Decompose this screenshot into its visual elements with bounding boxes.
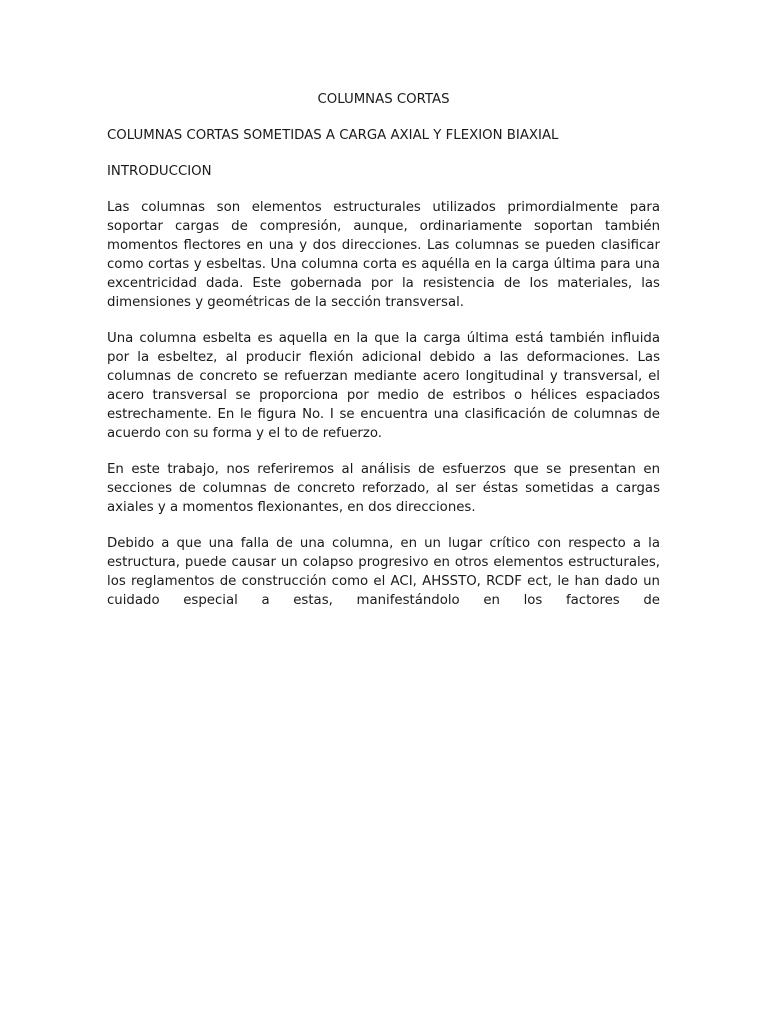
paragraph-3: En este trabajo, nos referiremos al análisis de esfuerzos que se presentan en secciones de columnas de concreto reforzado, al ser éstas sometidas a cargas axiales y a momentos flexionantes, en dos direcciones. [107,462,660,515]
paragraph-2: Una columna esbelta es aquella en la que la carga última está también influida por la esbeltez, al producir flexión adicional debido a las deformaciones. Las columnas de concreto se refuerzan mediante acero longitudinal y transversal, el acero transversal se proporciona por medio de estribos o hélices espaciados estrechamente. En le figura No. I se encuentra una clasificación de columnas de acuerdo con su forma y el to de refuerzo. [107,331,660,441]
paragraph-1: Las columnas son elementos estructurales utilizados primordialmente para soportar cargas de compresión, aunque, ordinariamente soportan también momentos flectores en una y dos direcciones. Las columnas se pueden clasificar como cortas y esbeltas. Una columna corta es aquélla en la carga última para una excentricidad dada. Este gobernada por la resistencia de los materiales, las dimensiones y geométricas de la sección transversal. [107,200,660,310]
document-title: COLUMNAS CORTAS [317,92,450,107]
section-heading: INTRODUCCION [107,164,212,179]
paragraph-4: Debido a que una falla de una columna, en un lugar crítico con respecto a la estructura, puede causar un colapso progresivo en otros elementos estructurales, los reglamentos de construcción como el ACI, AHSSTO, RCDF ect, le han dado un cuidado especial a estas, manifestándolo en los factores de [107,536,660,608]
document-page [107,90,660,627]
document-subtitle: COLUMNAS CORTAS SOMETIDAS A CARGA AXIAL Y FLEXION BIAXIAL [107,128,559,143]
